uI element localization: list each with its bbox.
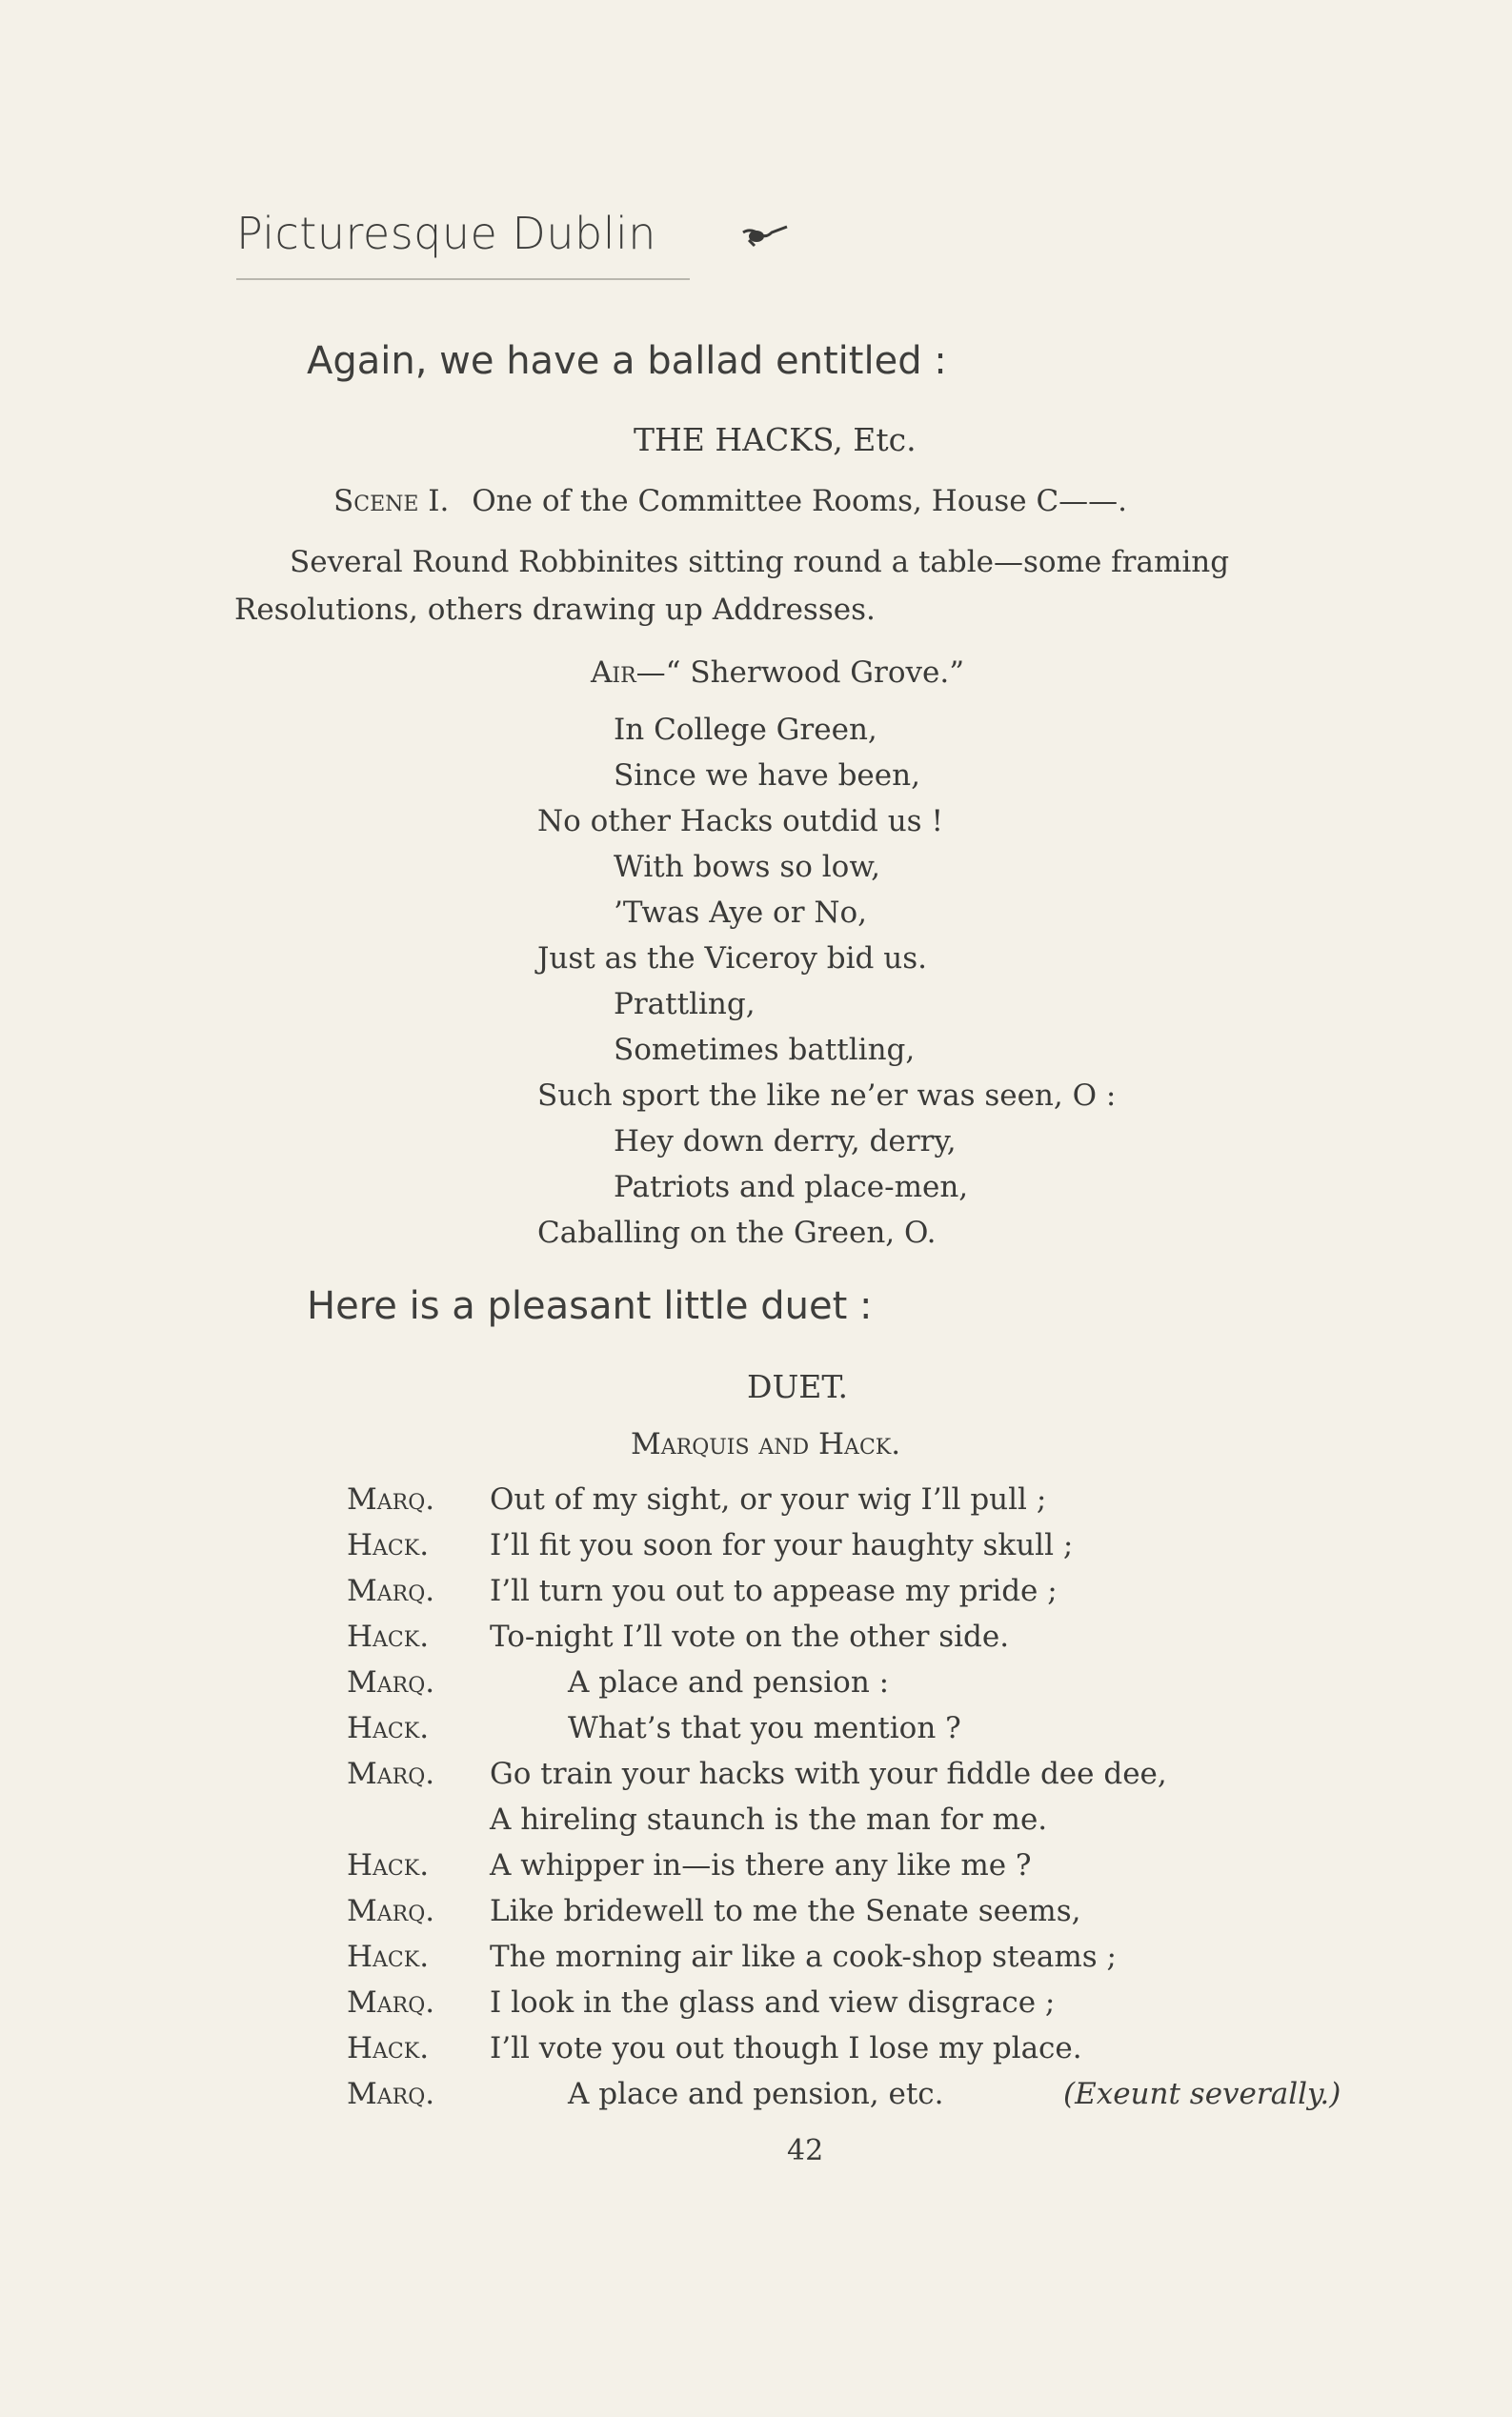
duet-speaker: Marq. bbox=[347, 1482, 435, 1517]
duet-line: A whipper in—is there any like me ? bbox=[490, 1848, 1032, 1883]
song-line: In College Green, bbox=[614, 713, 877, 747]
duet-speaker: Marq. bbox=[347, 1985, 435, 2020]
scene-heading bbox=[333, 484, 1127, 518]
page-number: 42 bbox=[787, 2134, 824, 2167]
duet-line: Go train your hacks with your fiddle dee dee, bbox=[490, 1757, 1167, 1791]
stage-direction-line-2: Resolutions, others drawing up Addresses. bbox=[234, 593, 876, 627]
scene-label: Scene I. bbox=[333, 484, 450, 518]
duet-characters: Marquis and Hack. bbox=[631, 1427, 901, 1461]
duet-line: I look in the glass and view disgrace ; bbox=[490, 1985, 1056, 2020]
song-line: Hey down derry, derry, bbox=[614, 1124, 957, 1158]
duet-line: I’ll fit you soon for your haughty skull ; bbox=[490, 1528, 1074, 1562]
air-label: Air bbox=[591, 655, 636, 690]
duet-speaker: Hack. bbox=[347, 1711, 430, 1745]
duet-line: Out of my sight, or your wig I’ll pull ; bbox=[490, 1482, 1047, 1517]
song-line: ’Twas Aye or No, bbox=[614, 896, 868, 930]
duet-line: I’ll turn you out to appease my pride ; bbox=[490, 1574, 1058, 1608]
song-line: With bows so low, bbox=[614, 850, 881, 884]
song-line: Sometimes battling, bbox=[614, 1033, 916, 1067]
song-line: Such sport the like ne’er was seen, O : bbox=[537, 1078, 1117, 1113]
duet-line: I’ll vote you out though I lose my place. bbox=[490, 2031, 1082, 2065]
duet-speaker: Hack. bbox=[347, 1848, 430, 1883]
duet-speaker: Marq. bbox=[347, 1894, 435, 1928]
exit-direction: (Exeunt severally.) bbox=[1063, 2077, 1341, 2111]
air-text: —“ Sherwood Grove.” bbox=[635, 655, 965, 690]
duet-line: A place and pension, etc. bbox=[568, 2077, 944, 2111]
song-line: Caballing on the Green, O. bbox=[537, 1216, 937, 1250]
header-rule bbox=[236, 278, 690, 280]
duet-line: A place and pension : bbox=[568, 1665, 890, 1700]
duet-speaker: Marq. bbox=[347, 1757, 435, 1791]
ballad-title: THE HACKS, Etc. bbox=[634, 421, 917, 458]
duet-line: A hireling staunch is the man for me. bbox=[490, 1803, 1048, 1837]
hand-pointer-icon bbox=[741, 215, 791, 253]
duet-line: Like bridewell to me the Senate seems, bbox=[490, 1894, 1081, 1928]
song-line: Just as the Viceroy bid us. bbox=[537, 941, 927, 976]
air-heading bbox=[591, 655, 964, 690]
song-line: No other Hacks outdid us ! bbox=[537, 804, 943, 838]
intro-ballad: Again, we have a ballad entitled : bbox=[307, 339, 947, 383]
running-head: Picturesque Dublin bbox=[236, 208, 656, 259]
duet-speaker: Marq. bbox=[347, 1665, 435, 1700]
duet-line: To-night I’ll vote on the other side. bbox=[490, 1620, 1010, 1654]
duet-speaker: Marq. bbox=[347, 1574, 435, 1608]
song-line: Prattling, bbox=[614, 987, 756, 1021]
scene-text: One of the Committee Rooms, House C——. bbox=[472, 484, 1128, 518]
song-line: Patriots and place-men, bbox=[614, 1170, 969, 1204]
stage-direction-line-1: Several Round Robbinites sitting round a table—some framing bbox=[290, 545, 1230, 579]
duet-line: The morning air like a cook-shop steams ; bbox=[490, 1940, 1117, 1974]
duet-title: DUET. bbox=[747, 1368, 849, 1405]
duet-speaker: Hack. bbox=[347, 1528, 430, 1562]
duet-speaker: Hack. bbox=[347, 1940, 430, 1974]
duet-speaker: Hack. bbox=[347, 1620, 430, 1654]
intro-duet: Here is a pleasant little duet : bbox=[307, 1284, 873, 1328]
duet-speaker: Marq. bbox=[347, 2077, 435, 2111]
duet-speaker: Hack. bbox=[347, 2031, 430, 2065]
duet-line: What’s that you mention ? bbox=[568, 1711, 961, 1745]
song-line: Since we have been, bbox=[614, 758, 920, 793]
